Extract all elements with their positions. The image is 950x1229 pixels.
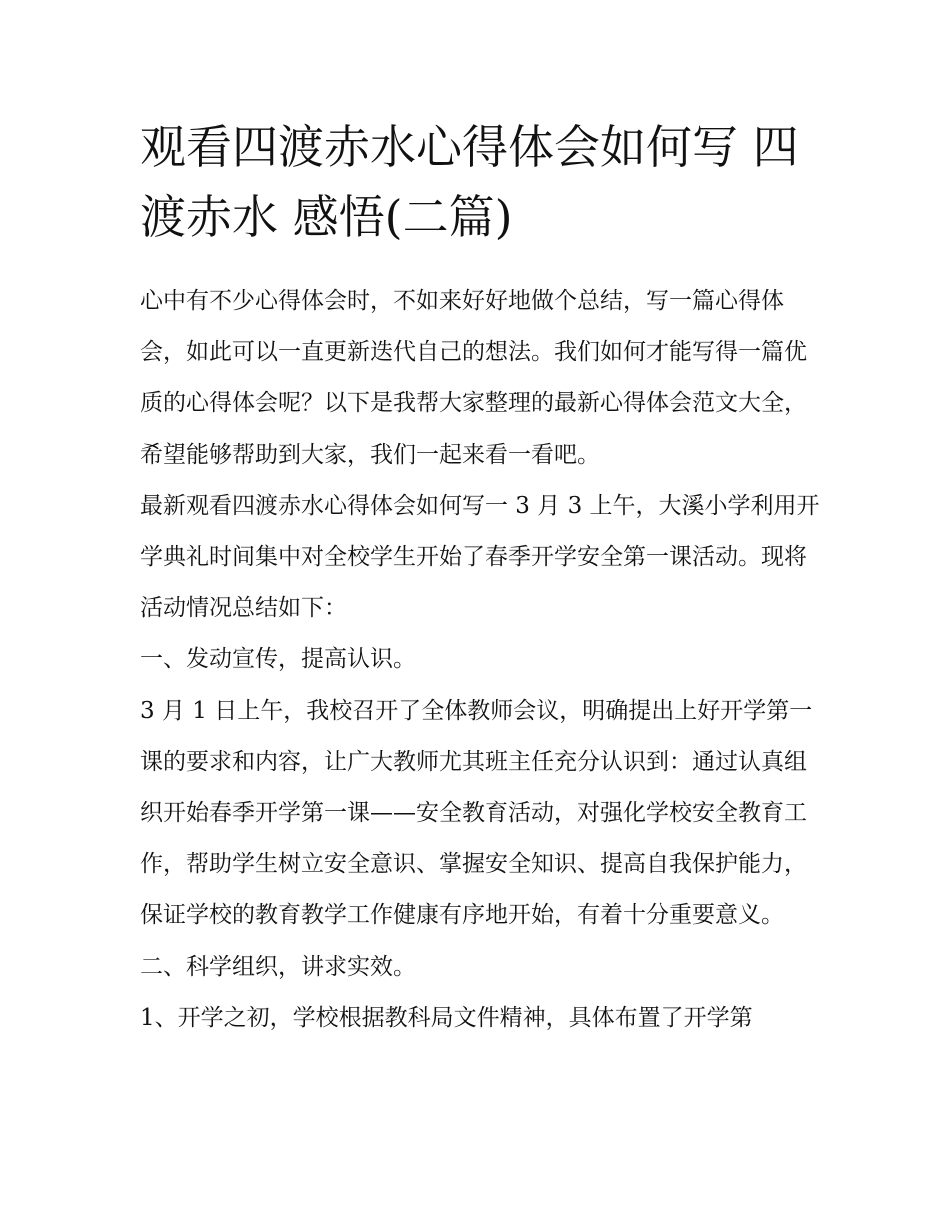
document-title: 观看四渡赤水心得体会如何写 四渡赤水 感悟(二篇) <box>140 120 799 244</box>
paragraph-intro: 心中有不少心得体会时，不如来好好地做个总结，写一篇心得体会，如此可以一直更新迭代自己的想法。我们如何才能写得一篇优质的心得体会呢？以下是我帮大家整理的最新心得体会范文大全，希望能够帮助到大家，我们一起来看一看吧。 <box>140 288 807 468</box>
paragraph-event-summary: 最新观看四渡赤水心得体会如何写一 3 月 3 上午，大溪小学利用开学典礼时间集中对全校学生开始了春季开学安全第一课活动。现将活动情况总结如下： <box>140 492 820 622</box>
section-heading-2: 二、科学组织，讲求实效。 <box>140 953 416 980</box>
paragraph-teacher-meeting: 3 月 1 日上午，我校召开了全体教师会议，明确提出上好开学第一课的要求和内容，让广大教师尤其班主任充分认识到：通过认真组织开始春季开学第一课——安全教育活动，对强化学校安全教育工作，帮助学生树立安全意识、掌握安全知识、提高自我保护能力，保证学校的教育教学工作健康有序地开始，有着十分重要意义。 <box>140 697 813 929</box>
paragraph-item-1: 1、开学之初，学校根据教科局文件精神，具体布置了开学第 <box>140 1004 753 1031</box>
section-heading-1: 一、发动宣传，提高认识。 <box>140 646 416 673</box>
document-body <box>140 276 820 1044</box>
